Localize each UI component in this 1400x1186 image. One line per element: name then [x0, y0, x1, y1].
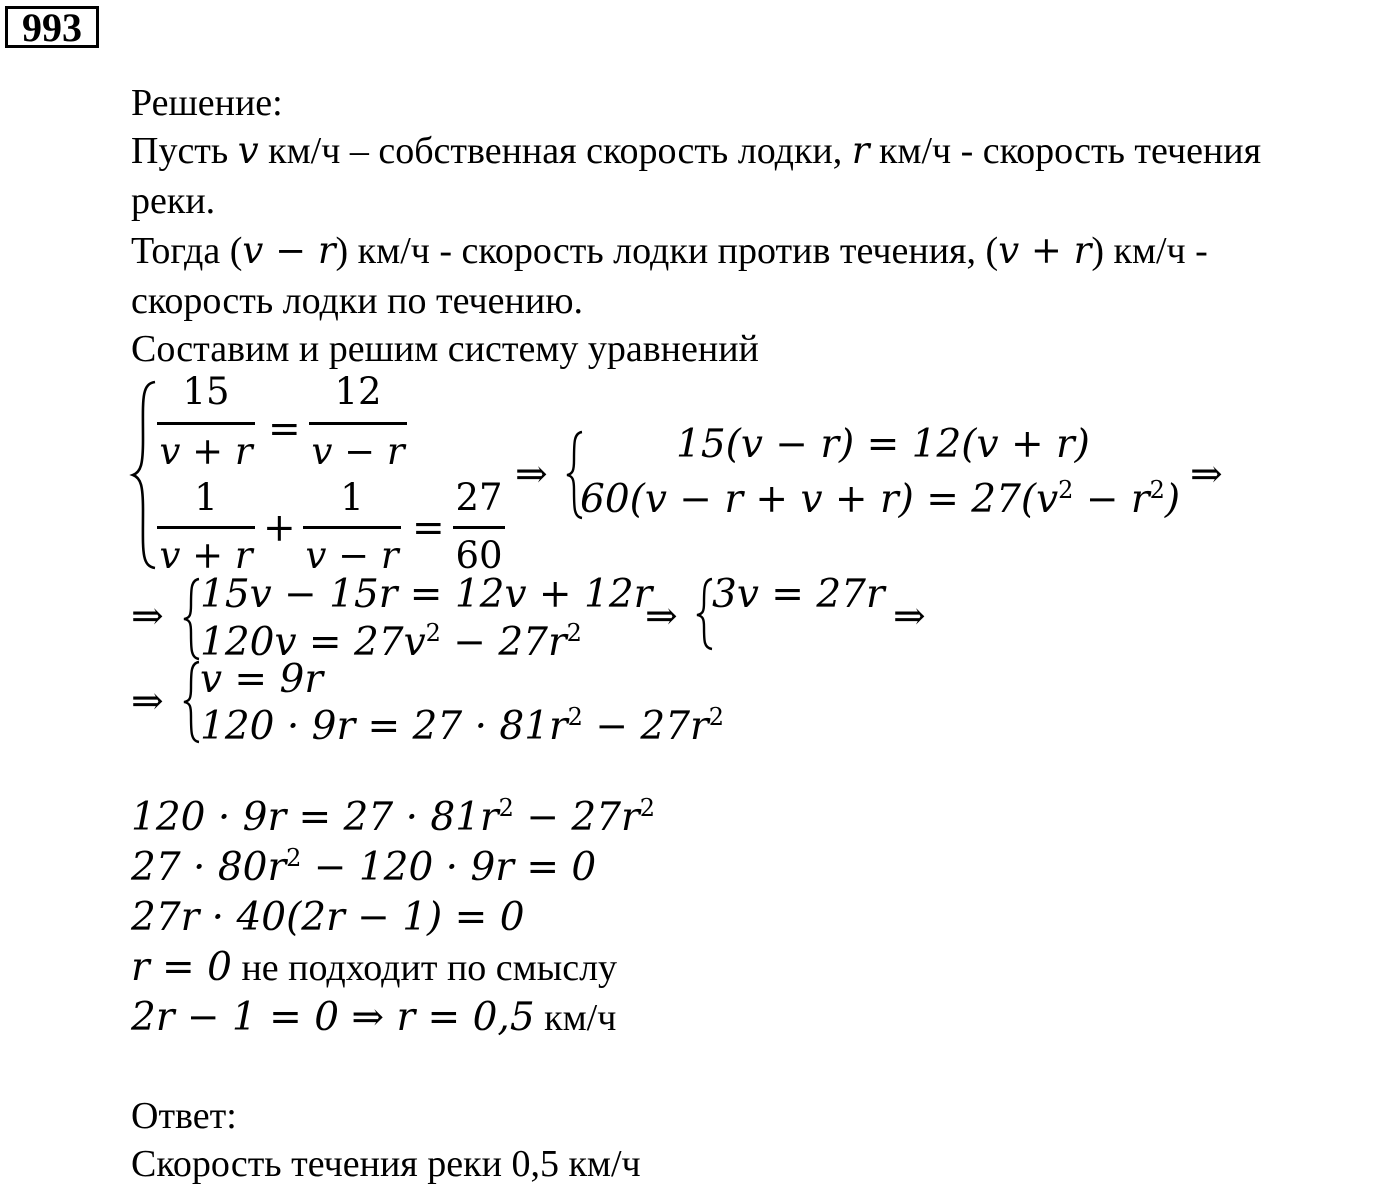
- step-3: [131, 895, 525, 940]
- fraction-bar: [309, 422, 407, 425]
- equation: 15(v − r) = 12(v + r): [676, 422, 1090, 467]
- var-r: r: [1073, 229, 1092, 272]
- exponent: 2: [566, 619, 582, 647]
- intro-text: ) км/ч -: [1091, 230, 1208, 272]
- fraction-bar: [157, 422, 255, 425]
- exponent: 2: [286, 844, 302, 872]
- fraction-1-over-v-minus-r: [303, 476, 401, 576]
- fraction-bar: [157, 526, 255, 529]
- fraction-15-over-v-plus-r: [157, 370, 255, 473]
- step-1: [131, 794, 655, 840]
- problem-number: 993: [5, 6, 99, 48]
- denominator: v − r: [311, 430, 405, 473]
- intro-line-4: скорость лодки по течению.: [131, 280, 584, 322]
- equation: − 27r: [440, 620, 567, 665]
- step-4: [131, 945, 618, 990]
- equation: − 120 · 9r = 0: [301, 845, 597, 890]
- intro-line-1: [131, 129, 1262, 172]
- implies-arrow: ⇒: [1190, 452, 1223, 497]
- equation: 27 · 80r: [131, 845, 287, 890]
- numerator: 27: [455, 476, 503, 519]
- equation: − 27r: [513, 795, 640, 840]
- exponent: 2: [567, 703, 583, 731]
- operator: −: [263, 229, 318, 272]
- equals-sign: =: [268, 407, 301, 452]
- equation: ): [1164, 477, 1181, 522]
- equation: 27r · 40(2r − 1) = 0: [131, 895, 525, 940]
- system2-line-1: [676, 422, 1090, 467]
- system4-line-1: [200, 657, 323, 702]
- system3-line-1: [200, 572, 653, 617]
- var-r: r: [851, 129, 870, 172]
- solution-heading: Решение:: [131, 82, 283, 124]
- step-5: [131, 995, 617, 1040]
- intro-text: км/ч – собственная скорость лодки,: [258, 130, 852, 172]
- left-brace: [182, 577, 202, 662]
- system4-line-2: [200, 703, 724, 749]
- equation: 60(v − r + v + r) = 27(v: [580, 477, 1059, 522]
- implies-arrow: ⇒: [893, 594, 926, 639]
- fraction-1-over-v-plus-r: [157, 476, 255, 576]
- denominator: 60: [455, 534, 503, 577]
- step-text: км/ч: [534, 997, 617, 1039]
- system2-line-2: [580, 476, 1181, 522]
- intro-text: Пусть: [131, 130, 238, 172]
- implies-arrow: ⇒: [131, 679, 164, 724]
- left-brace: [182, 660, 202, 745]
- equation: 120v = 27v: [200, 620, 426, 665]
- operator: +: [1019, 229, 1074, 272]
- answer-text: Скорость течения реки 0,5 км/ч: [131, 1143, 641, 1185]
- equation: 15v − 15r = 12v + 12r: [200, 572, 653, 617]
- denominator: v − r: [305, 534, 399, 577]
- fraction-27-over-60: [453, 476, 505, 576]
- equation: 2r − 1 = 0 ⇒ r = 0,5: [131, 995, 535, 1040]
- denominator: v + r: [159, 534, 253, 577]
- intro-line-3: [131, 229, 1208, 272]
- numerator: 1: [340, 476, 364, 519]
- equation: − 27r: [582, 704, 709, 749]
- numerator: 15: [182, 370, 230, 413]
- plus-sign: +: [263, 506, 296, 551]
- fraction-12-over-v-minus-r: [309, 370, 407, 473]
- exponent: 2: [1058, 476, 1074, 504]
- fraction-bar: [303, 526, 401, 529]
- numerator: 12: [334, 370, 382, 413]
- denominator: v + r: [159, 430, 253, 473]
- equation: 3v = 27r: [712, 572, 885, 617]
- intro-text: Тогда (: [131, 230, 243, 272]
- system3-line-3: [712, 572, 885, 617]
- step-text: не подходит по смыслу: [231, 947, 618, 989]
- intro-line-2: реки.: [131, 180, 216, 222]
- var-v: v: [998, 229, 1020, 272]
- answer-heading: Ответ:: [131, 1095, 237, 1137]
- exponent: 2: [639, 794, 655, 822]
- implies-arrow: ⇒: [131, 594, 164, 639]
- numerator: 1: [194, 476, 218, 519]
- equation: v = 9r: [200, 657, 323, 702]
- exponent: 2: [425, 619, 441, 647]
- exponent: 2: [1149, 476, 1165, 504]
- implies-arrow: ⇒: [515, 452, 548, 497]
- exponent: 2: [708, 703, 724, 731]
- intro-text: ) км/ч - скорость лодки против течения, (: [335, 230, 999, 272]
- equation: 120 · 9r = 27 · 81r: [131, 795, 499, 840]
- var-v: v: [242, 229, 264, 272]
- intro-text: км/ч - скорость течения: [869, 130, 1262, 172]
- equation: r = 0: [131, 945, 232, 990]
- implies-arrow: ⇒: [645, 594, 678, 639]
- fraction-bar: [453, 526, 505, 529]
- exponent: 2: [498, 794, 514, 822]
- equation: − r: [1073, 477, 1150, 522]
- step-2: [131, 844, 597, 890]
- var-v: v: [237, 129, 259, 172]
- intro-line-5: Составим и решим систему уравнений: [131, 328, 759, 370]
- var-r: r: [317, 229, 336, 272]
- equals-sign: =: [412, 506, 445, 551]
- equation: 120 · 9r = 27 · 81r: [200, 704, 568, 749]
